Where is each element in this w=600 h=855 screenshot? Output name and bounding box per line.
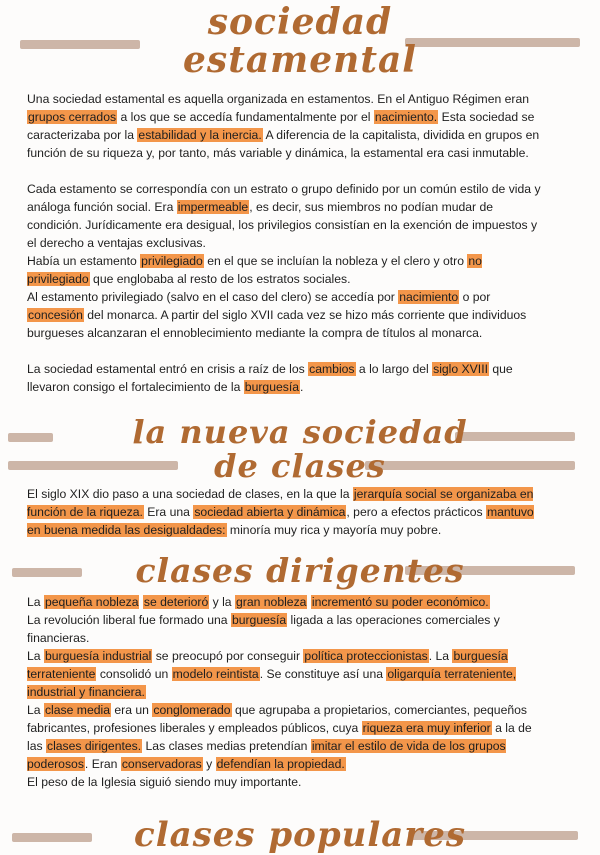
section-title-clases-dirigentes: clases dirigentes bbox=[135, 551, 465, 590]
highlighted-text: pequeña nobleza bbox=[44, 595, 139, 609]
body-text: que llevaron consigo el fortalecimiento de la bbox=[27, 362, 513, 394]
highlighted-text: se deterioró bbox=[143, 595, 209, 609]
body-text: consolidó un bbox=[96, 667, 172, 681]
highlighted-text: concesión bbox=[28, 308, 83, 322]
highlighted-text: grupos cerrados bbox=[28, 110, 117, 124]
body-text: minoría muy rica y mayoría muy pobre. bbox=[226, 523, 442, 537]
highlighted-text: siglo XVIII bbox=[433, 362, 488, 376]
highlighted-text: gran nobleza bbox=[235, 595, 307, 609]
body-text: La bbox=[27, 649, 44, 663]
body-text: era un bbox=[111, 703, 153, 717]
highlighted-text: defendían la propiedad. bbox=[216, 757, 345, 771]
paragraph bbox=[27, 611, 547, 647]
body-text: Cada estamento se correspondía con un estrato o grupo definido por un común estilo de vida y análoga función social. Era bbox=[27, 182, 541, 214]
body-text: . Se constituye así una bbox=[259, 667, 387, 681]
highlighted-text: clase media bbox=[44, 703, 110, 717]
paragraph bbox=[27, 773, 547, 791]
title-line: la nueva sociedad bbox=[132, 413, 468, 451]
paragraph bbox=[27, 647, 547, 701]
paragraph bbox=[27, 360, 547, 396]
body-text: Una sociedad estamental es aquella organizada en estamentos. En el Antiguo Régimen eran bbox=[27, 92, 530, 106]
section-title-clases-populares: clases populares bbox=[134, 815, 466, 855]
highlighted-text: conglomerado bbox=[153, 703, 231, 717]
highlighted-text: conservadoras bbox=[121, 757, 202, 771]
body-text: y la bbox=[209, 595, 235, 609]
paragraph bbox=[27, 485, 547, 539]
highlighted-text: sociedad abierta y dinámica bbox=[194, 505, 346, 519]
highlighted-text: impermeable bbox=[177, 200, 249, 214]
paragraph bbox=[27, 252, 547, 288]
title-line: sociedad bbox=[207, 1, 393, 43]
body-text: a lo largo del bbox=[355, 362, 433, 376]
body-text: La revolución liberal fue formado una bbox=[27, 613, 231, 627]
body-text: . La bbox=[428, 649, 453, 663]
highlighted-text: nacimiento. bbox=[374, 110, 438, 124]
body-text: Al estamento privilegiado (salvo en el caso del clero) se accedía por bbox=[27, 290, 399, 304]
body-text: La bbox=[27, 703, 44, 717]
highlighted-text: imitar el estilo de vida de los grupos poderosos bbox=[27, 739, 506, 771]
body-text: La bbox=[27, 595, 44, 609]
highlighted-text: nacimiento bbox=[399, 290, 459, 304]
highlighted-text: estabilidad y la inercia. bbox=[138, 128, 262, 142]
title-line: de clases bbox=[214, 447, 386, 485]
highlighted-text: no privilegiado bbox=[27, 254, 482, 286]
highlighted-text: burguesía terrateniente bbox=[27, 649, 508, 681]
body-text: y bbox=[202, 757, 216, 771]
paragraph bbox=[27, 180, 547, 252]
body-text: Había un estamento bbox=[27, 254, 141, 268]
paragraph bbox=[27, 593, 547, 611]
highlighted-text: burguesía industrial bbox=[44, 649, 152, 663]
highlighted-text: burguesía bbox=[244, 380, 300, 394]
body-text: . bbox=[300, 380, 304, 394]
highlighted-text: política proteccionistas bbox=[304, 649, 428, 663]
highlighted-text: privilegiado bbox=[141, 254, 203, 268]
section-title-nueva-sociedad bbox=[0, 413, 600, 485]
paragraph bbox=[27, 701, 547, 773]
highlighted-text: jerarquía social se organizaba en función de la riqueza. bbox=[27, 487, 534, 519]
highlighted-text: burguesía bbox=[231, 613, 287, 627]
body-text: que agrupaba a propietarios, comerciantes, pequeños fabricantes, profesiones liberales y empleados públicos, cuya bbox=[27, 703, 527, 735]
paragraph bbox=[27, 288, 547, 342]
body-text: del monarca. A partir del siglo XVII cada vez se hizo más corriente que individuos burgueses alcanzaran el ennoblecimiento mediante la compra de títulos al monarca. bbox=[27, 308, 527, 340]
body-text: A diferencia de la capitalista, dividida en grupos en función de su riqueza y, por tanto, más variable y dinámica, la estamental era casi inmutable. bbox=[27, 128, 540, 160]
body-text: El siglo XIX dio paso a una sociedad de clases, en la que la bbox=[27, 487, 353, 501]
body-text: o por bbox=[459, 290, 491, 304]
body-text: en el que se incluían la nobleza y el clero y otro bbox=[203, 254, 468, 268]
title-line: estamental bbox=[183, 39, 417, 81]
section-title-estamental bbox=[0, 1, 600, 81]
body-text: Esta sociedad se caracterizaba por la bbox=[27, 110, 535, 142]
highlighted-text: incrementó su poder económico. bbox=[311, 595, 489, 609]
body-text: a la de las bbox=[27, 721, 532, 753]
highlighted-text: oligarquía terrateniente, industrial y financiera. bbox=[27, 667, 517, 699]
body-text: La sociedad estamental entró en crisis a raíz de los bbox=[27, 362, 309, 376]
body-text: . Eran bbox=[84, 757, 121, 771]
body-text: se preocupó por conseguir bbox=[152, 649, 304, 663]
body-text: El peso de la Iglesia siguió siendo muy importante. bbox=[27, 775, 302, 789]
body-text: , pero a efectos prácticos bbox=[346, 505, 486, 519]
body-text: ligada a las operaciones comerciales y financieras. bbox=[27, 613, 500, 645]
body-text: Era una bbox=[143, 505, 194, 519]
highlighted-text: cambios bbox=[309, 362, 355, 376]
body-text: , es decir, sus miembros no podían mudar de condición. Jurídicamente era desigual, los privilegios consistían en la exención de impuestos y el derecho a ventajas exclusivas. bbox=[27, 200, 538, 250]
highlighted-text: modelo reintista bbox=[172, 667, 259, 681]
highlighted-text: clases dirigentes. bbox=[46, 739, 142, 753]
highlighted-text: mantuvo en buena medida las desigualdades: bbox=[27, 505, 534, 537]
body-text: Las clases medias pretendían bbox=[142, 739, 311, 753]
paragraph bbox=[27, 90, 547, 162]
body-text: que englobaba al resto de los estratos sociales. bbox=[89, 272, 351, 286]
body-text: a los que se accedía fundamentalmente por el bbox=[117, 110, 374, 124]
highlighted-text: riqueza era muy inferior bbox=[362, 721, 491, 735]
